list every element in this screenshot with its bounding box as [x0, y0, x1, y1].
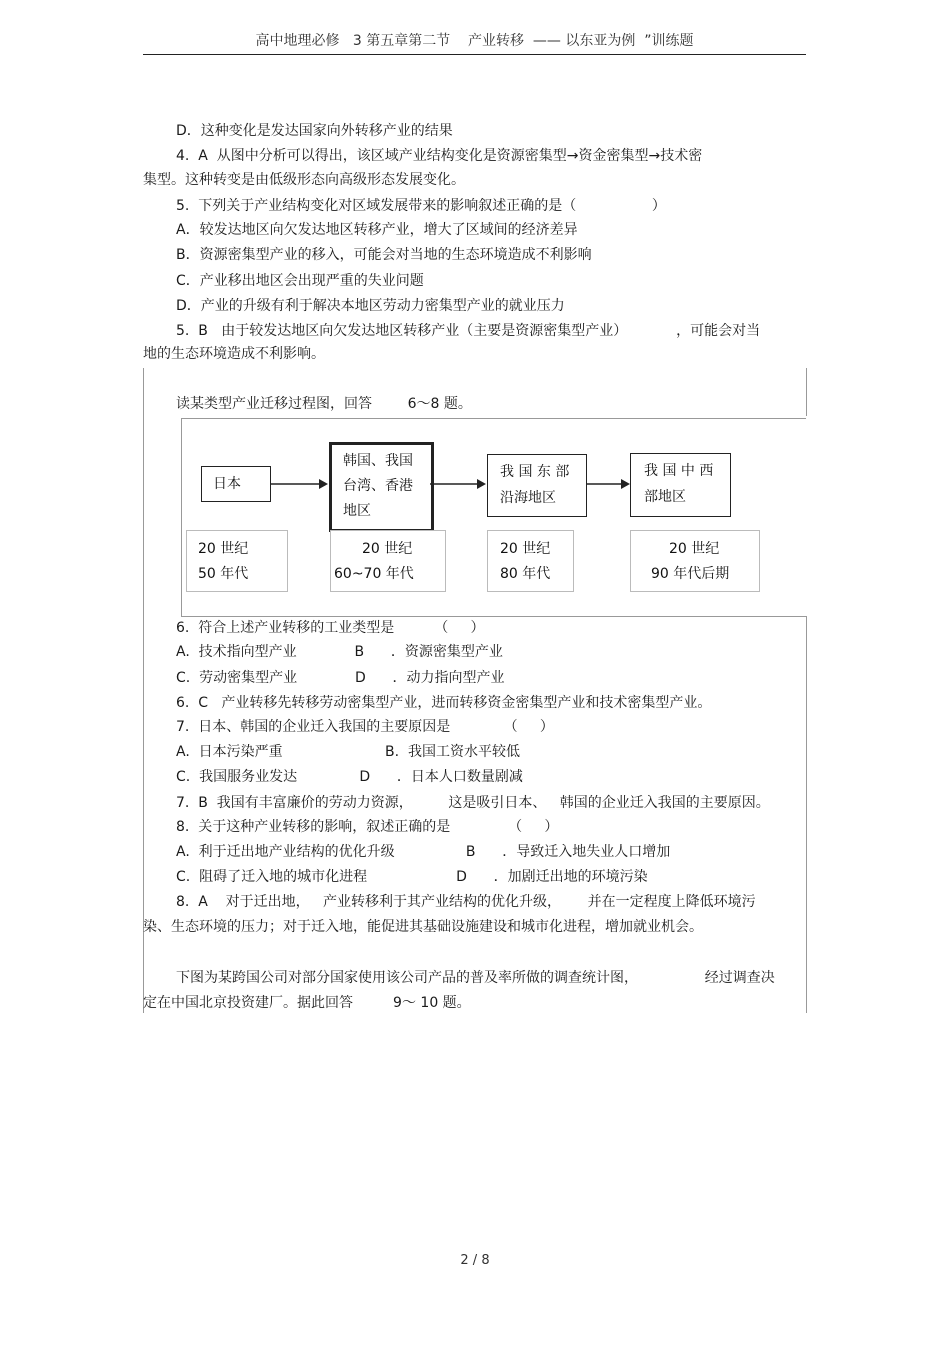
diagram-frame-left [181, 418, 182, 616]
region-box-east-coast [487, 454, 587, 517]
answer-5-line: 5. B 由于较发达地区向欠发达地区转移产业（主要是资源密集型产业） ，可能会对当 [176, 323, 761, 339]
region-box-central-west [630, 453, 731, 517]
period-box-60-70s [330, 530, 446, 592]
question-6: 6. 符合上述产业转移的工业类型是 （ ） [176, 620, 485, 636]
period-label: 60~70 年代 [334, 566, 414, 582]
region-box-japan [201, 466, 271, 502]
question-8: 8. 关于这种产业转移的影响，叙述正确的是 （ ） [176, 819, 559, 835]
answer-7-line: 7. B 我国有丰富廉价的劳动力资源， 这是吸引日本、 韩国的企业迁入我国的主要原因。 [176, 795, 770, 811]
period-box-50s [186, 530, 288, 592]
region-label: 地区 [343, 503, 371, 519]
period-label: 50 年代 [198, 566, 249, 582]
question-5-option-b: B．资源密集型产业的移入，可能会对当地的生态环境造成不利影响 [176, 247, 592, 263]
answer-4-continuation: 集型。这种转变是由低级形态向高级形态发展变化。 [143, 172, 465, 188]
question-8-options-ab: A. 利于迁出地产业结构的优化升级 B ．导致迁入地失业人口增加 [176, 844, 671, 860]
question-5-option-d: D．产业的升级有利于解决本地区劳动力密集型产业的就业压力 [176, 298, 565, 314]
answer-4-line: 4. A 从图中分析可以得出，该区域产业结构变化是资源密集型→资金密集型→技术密 [176, 148, 703, 164]
region-label: 韩国、我国 [343, 453, 413, 469]
period-label: 20 世纪 [198, 541, 249, 557]
diagram-frame-top [181, 418, 806, 419]
region-label: 台湾、香港 [343, 478, 413, 494]
period-label: 20 世纪 [669, 541, 720, 557]
answer-8-continuation: 染、生态环境的压力；对于迁入地，能促进其基础设施建设和城市化进程，增加就业机会。 [143, 919, 703, 935]
chart-intro-line: 下图为某跨国公司对部分国家使用该公司产品的普及率所做的调查统计图， 经过调查决 [176, 970, 775, 986]
page-number: 2 / 8 [460, 1253, 490, 1268]
diagram-frame-bottom [181, 616, 806, 617]
period-label: 20 世纪 [362, 541, 413, 557]
answer-5-continuation: 地的生态环境造成不利影响。 [143, 346, 325, 362]
arrow-icon [587, 476, 631, 492]
region-label: 日本 [213, 476, 241, 492]
arrow-icon [271, 476, 329, 492]
period-box-90s [630, 530, 760, 592]
region-label: 我 国 东 部 [500, 464, 570, 480]
region-label: 沿海地区 [500, 490, 556, 506]
frame-right-line-bottom [806, 616, 807, 1013]
period-label: 20 世纪 [500, 541, 551, 557]
page-header-title: 高中地理必修 3 第五章第二节 产业转移 —— 以东亚为例 ”训练题 [255, 33, 694, 49]
question-7: 7. 日本、韩国的企业迁入我国的主要原因是 （ ） [176, 719, 554, 735]
region-label: 部地区 [644, 489, 686, 505]
frame-right-line-top [806, 368, 807, 416]
header-rule [143, 54, 806, 55]
answer-8-line: 8. A 对于迁出地， 产业转移利于其产业结构的优化升级， 并在一定程度上降低环境污 [176, 894, 756, 910]
question-6-options-ab: A. 技术指向型产业 B ．资源密集型产业 [176, 644, 503, 660]
diagram-intro: 读某类型产业迁移过程图，回答 6～8 题。 [176, 396, 472, 412]
arrow-icon [430, 476, 487, 492]
option-d-line: D．这种变化是发达国家向外转移产业的结果 [176, 123, 453, 139]
question-5-option-c: C．产业移出地区会出现严重的失业问题 [176, 273, 424, 289]
period-label: 80 年代 [500, 566, 551, 582]
period-label: 90 年代后期 [651, 566, 730, 582]
region-label: 我 国 中 西 [644, 463, 714, 479]
period-box-80s [487, 530, 574, 592]
chart-intro-continuation: 定在中国北京投资建厂。据此回答 9～ 10 题。 [143, 995, 471, 1011]
answer-6-line: 6. C 产业转移先转移劳动密集型产业，进而转移资金密集型产业和技术密集型产业。 [176, 695, 712, 711]
question-5-option-a: A．较发达地区向欠发达地区转移产业，增大了区域间的经济差异 [176, 222, 578, 238]
frame-left-line [143, 368, 144, 1013]
question-5: 5. 下列关于产业结构变化对区域发展带来的影响叙述正确的是（ ） [176, 198, 666, 214]
question-7-options-cd: C. 我国服务业发达 D ．日本人口数量剧减 [176, 769, 523, 785]
question-8-options-cd: C. 阻碍了迁入地的城市化进程 D ．加剧迁出地的环境污染 [176, 869, 648, 885]
question-6-options-cd: C. 劳动密集型产业 D ．动力指向型产业 [176, 670, 505, 686]
question-7-options-ab: A. 日本污染严重 B. 我国工资水平较低 [176, 744, 520, 760]
region-box-korea-taiwan-hongkong [329, 442, 434, 532]
